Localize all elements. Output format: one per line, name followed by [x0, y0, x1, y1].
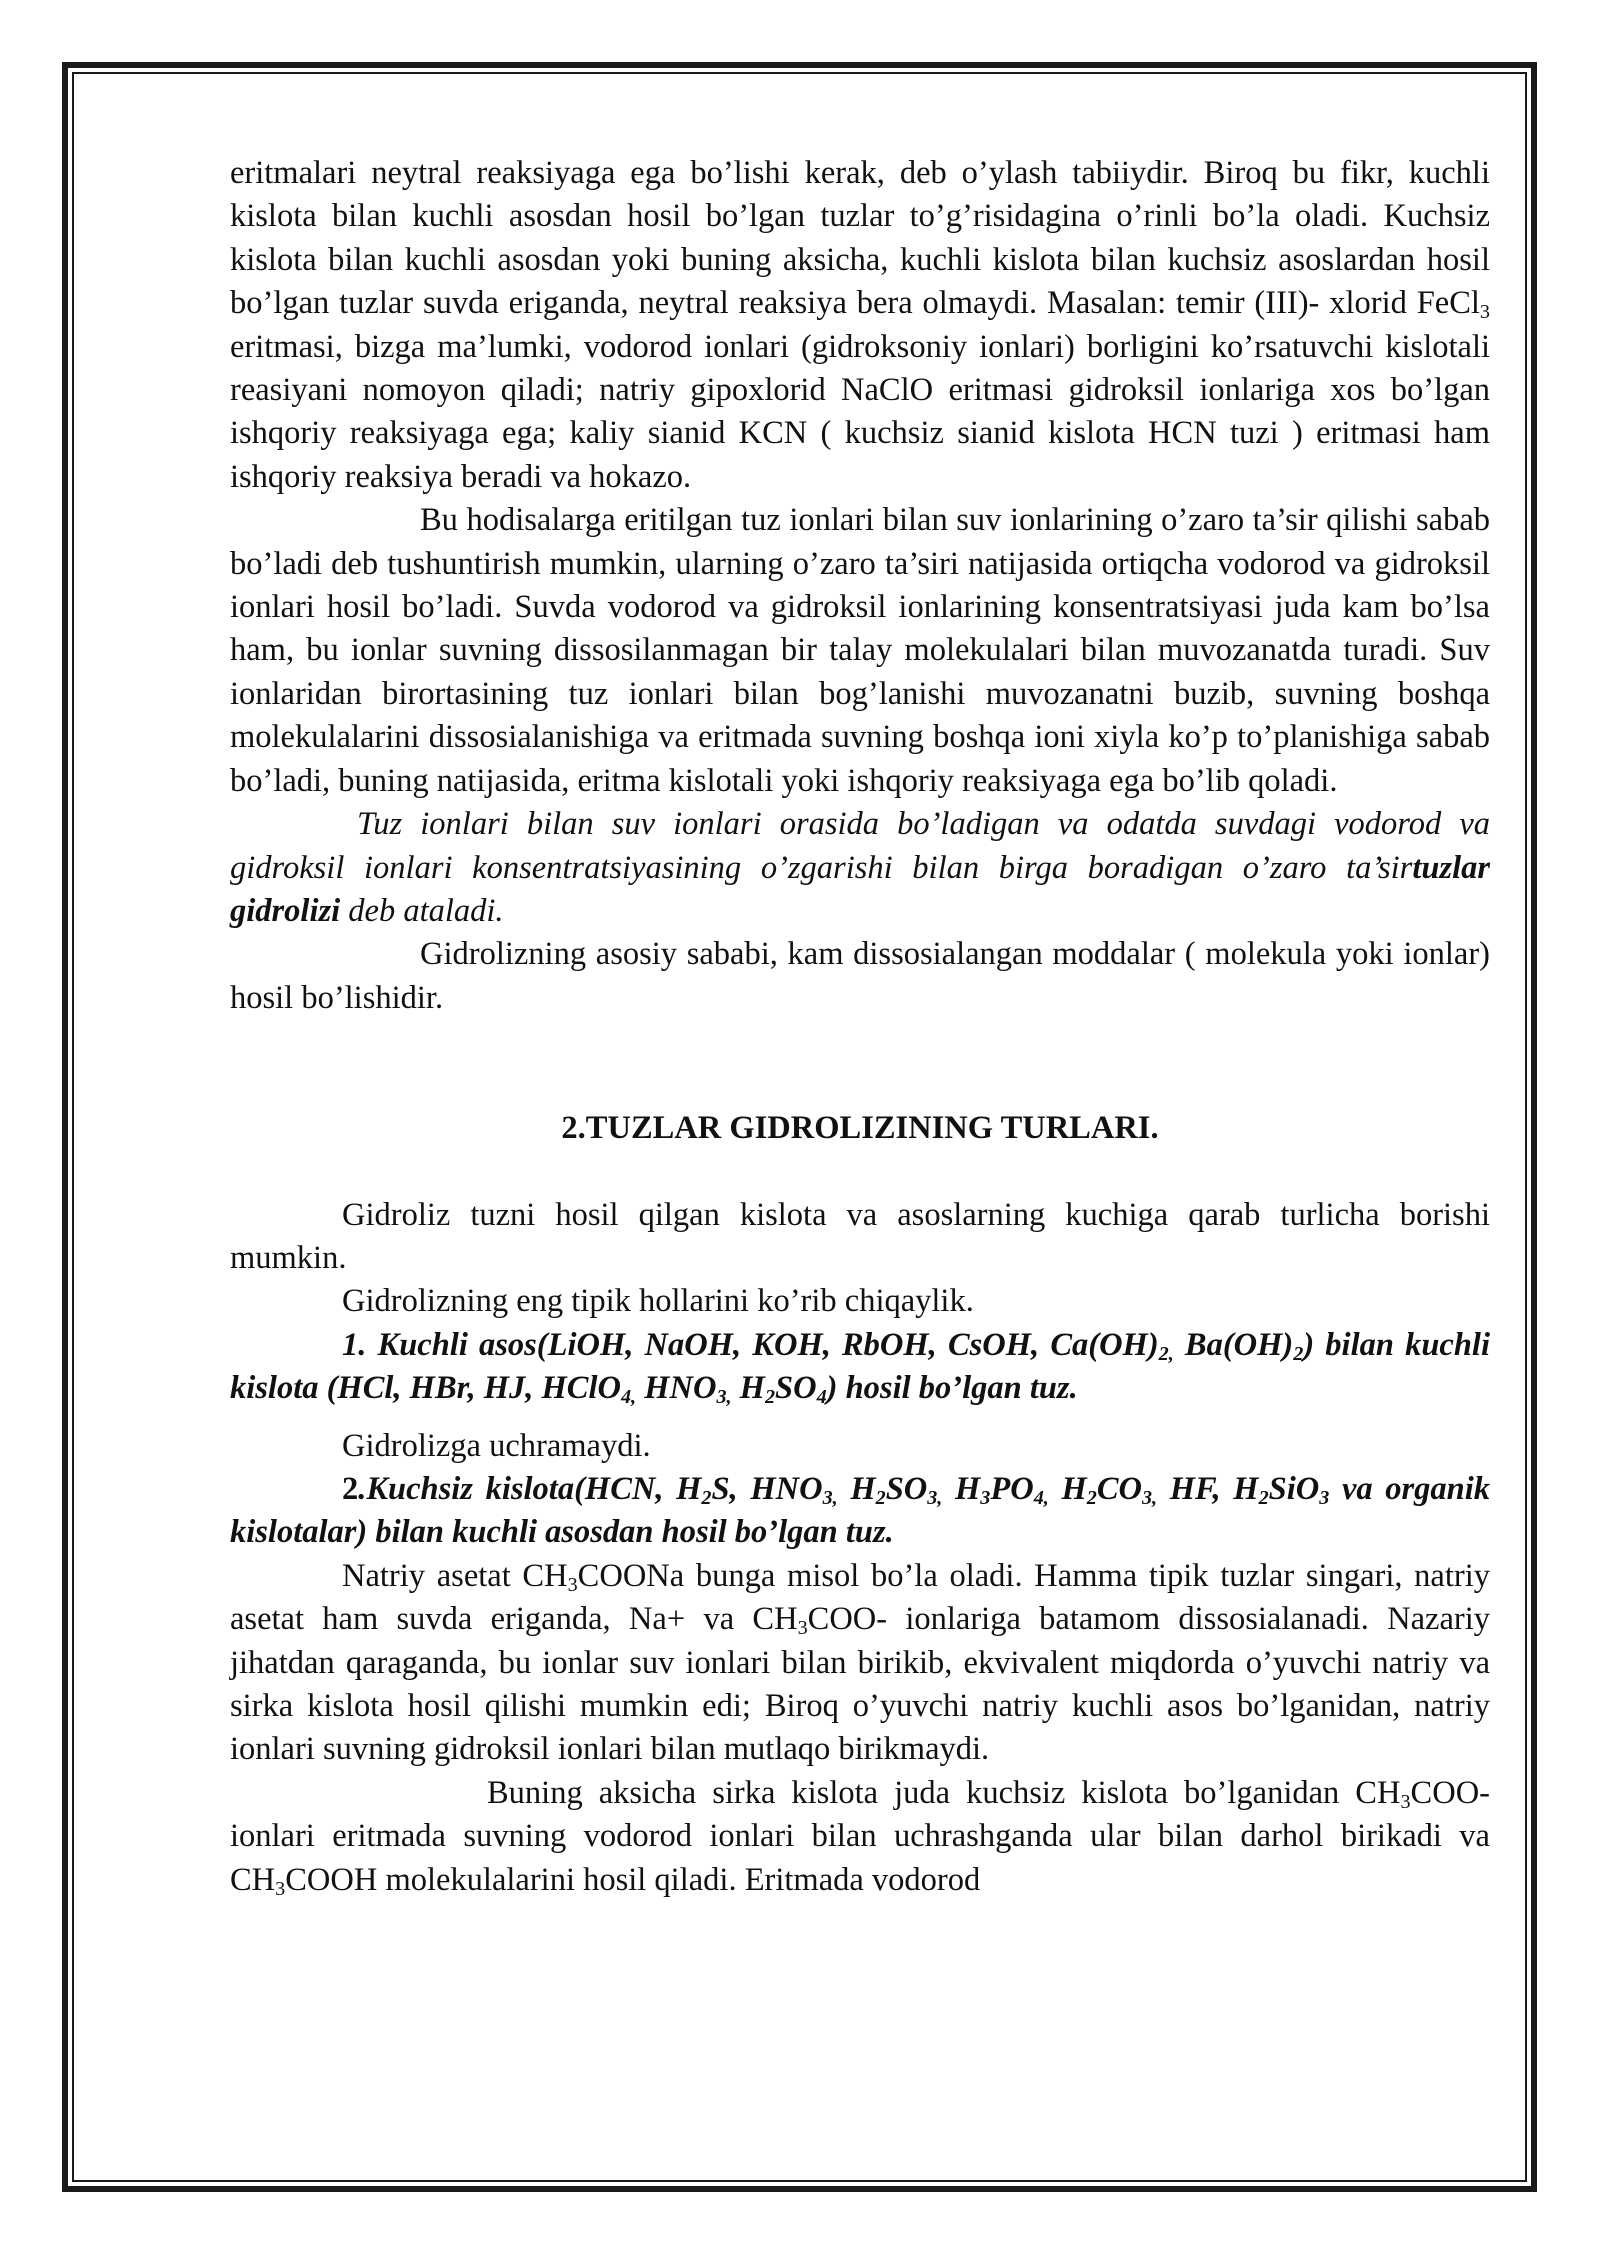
document-body — [230, 152, 1490, 1902]
text-run: COONa bunga misol bo’la oladi. Hamma tipik tuzlar singari, natriy asetat ham suvda eriganda, Na+ va CH — [230, 1557, 1490, 1638]
subscript: 4, — [1033, 1487, 1049, 1509]
paragraph-typical-cases: Gidrolizning eng tipik hollarini ko’rib chiqaylik. — [342, 1283, 974, 1320]
text-run: H — [1048, 1470, 1087, 1507]
case-2-weak-acid-strong-base — [230, 1468, 1490, 1555]
text-run: SO — [885, 1470, 928, 1507]
paragraph-neutral-reaction — [230, 152, 1490, 499]
text-run: Tuz ionlari bilan suv ionlari orasida bo’ladigan va odatda suvdagi vodorod va gidroksil ionlari konsentratsiyasining o’zgarishi bilan birga boradigan o’zaro ta’sir — [230, 806, 1490, 886]
text-run: COO- ionlari eritmada suvning vodorod ionlari bilan uchrashganda ular bilan darhol birikadi va CH — [230, 1774, 1490, 1898]
text-run: ) bilan kuchli kislota (HCl, HBr, HJ, HClO — [230, 1326, 1490, 1407]
text-run: H — [942, 1470, 981, 1507]
subscript: 2 — [1258, 1487, 1269, 1509]
text-run: eritmasi, bizga ma’lumki, vodorod ionlari (gidroksoniy ionlari) borligini ko’rsatuvchi kislotali reasiyani nomoyon qiladi; natriy gipoxlorid NaClO eritmasi gidroksil ionlariga xos bo’lgan ishqoriy reaksiyaga ega; kaliy sianid KCN ( kuchsiz sianid kislota HCN tuzi ) eritmasi ham ishqoriy reaksiya beradi va hokazo. — [230, 328, 1490, 495]
text-run: COO- ionlariga batamom dissosialanadi. Nazariy jihatdan qaraganda, bu ionlar suv ionlari bilan birikib, ekvivalent miqdorda o’yuvchi natriy va sirka kislota hosil qilishi mumkin edi; Biroq o’yuvchi natriy kuchli asos bo’lganidan, natriy ionlari suvning gidroksil ionlari bilan mutlaqo birikmaydi. — [230, 1601, 1491, 1768]
text-run: .Kuchsiz kislota(HCN, H — [358, 1470, 702, 1507]
paragraph-hydrolysis-intro: Gidroliz tuzni hosil qilgan kislota va asoslarning kuchiga qarab turlicha borishi mumkin. — [230, 1196, 1490, 1276]
term-tuzlar-gidrolizi: tuzlar gidrolizi — [230, 849, 1490, 929]
subscript: 3, — [822, 1487, 838, 1509]
subscript: 4, — [620, 1386, 637, 1409]
case-number: 2 — [342, 1470, 359, 1507]
subscript: 2 — [701, 1487, 712, 1509]
subscript: 3 — [567, 1573, 578, 1596]
subscript: 2 — [764, 1386, 776, 1409]
subscript: 3, — [716, 1386, 732, 1409]
text-run: HNO — [636, 1370, 717, 1407]
subscript: 3, — [1141, 1487, 1158, 1509]
paragraph-sodium-acetate — [230, 1555, 1490, 1772]
paragraph-no-hydrolysis: Gidrolizga uchramaydi. — [342, 1427, 651, 1464]
paragraph-ion-interaction: Bu hodisalarga eritilgan tuz ionlari bilan suv ionlarining o’zaro ta’sir qilishi sabab bo’ladi deb tushuntirish mumkin, ularning o’zaro ta’siri natijasida ortiqcha vodorod va gidroksil ionlari hosil bo’ladi. Suvda vodorod va gidroksil ionlarining konsentratsiyasi juda kam bo’lsa ham, bu ionlar suvning dissosilanmagan bir talay molekulalari bilan muvozanatda turadi. Suv ionlaridan birortasining tuz ionlari bilan bog’lanishi muvozanatni buzib, suvning boshqa molekulalarini dissosialanishiga va eritmada suvning boshqa ioni xiyla ko’p to’planishiga sabab bo’ladi, buning natijasida, eritma kislotali yoki ishqoriy reaksiyaga ega bo’lib qoladi. — [230, 502, 1490, 799]
subscript: 3 — [1319, 1487, 1330, 1509]
text-run: CO — [1096, 1470, 1142, 1507]
subscript: 3, — [927, 1487, 943, 1509]
text-run: Natriy asetat CH — [342, 1557, 568, 1594]
text-run: S, HNO — [711, 1470, 823, 1507]
text-run: Ba(OH) — [1173, 1326, 1294, 1363]
subscript: 3 — [1479, 301, 1490, 324]
paragraph-main-cause: Gidrolizning asosiy sababi, kam dissosialangan moddalar ( molekula yoki ionlar) hosil bo’lishidir. — [230, 936, 1490, 1016]
text-run: H — [837, 1470, 876, 1507]
text-run: 1. Kuchli asos(LiOH, NaOH, KOH, RbOH, CsOH, Ca(OH) — [342, 1326, 1159, 1363]
subscript: 2, — [1158, 1342, 1174, 1365]
subscript: 3 — [980, 1487, 991, 1509]
subscript: 3 — [797, 1617, 808, 1640]
text-run: SiO — [1268, 1470, 1320, 1507]
subscript: 2 — [1293, 1342, 1304, 1365]
text-run: PO — [990, 1470, 1034, 1507]
text-run: eritmalari neytral reaksiyaga ega bo’lishi kerak, deb o’ylash tabiiydir. Biroq bu fikr, kuchli kislota bilan kuchli asosdan hosil bo’lgan tuzlar to’g’risidagina o’rinli bo’la oladi. Kuchsiz kislota bilan kuchli asosdan yoki buning aksicha, kuchli kislota bilan kuchsiz asoslardan hosil bo’lgan tuzlar suvda eriganda, neytral reaksiya bera olmaydi. Masalan: temir (III)- xlorid FeCl — [230, 155, 1490, 322]
text-run: COOH molekulalarini hosil qiladi. Eritmada vodorod — [285, 1861, 981, 1898]
case-1-strong-base-strong-acid — [230, 1324, 1490, 1411]
text-run: Buning aksicha sirka kislota juda kuchsiz kislota bo’lganidan CH — [487, 1774, 1401, 1811]
text-run: H — [731, 1370, 765, 1407]
text-run: deb ataladi. — [340, 892, 504, 929]
subscript: 2 — [875, 1487, 886, 1509]
text-run: SO — [775, 1370, 817, 1407]
subscript: 4 — [816, 1386, 827, 1409]
text-run: va organik kislotalar) bilan kuchli asosdan hosil bo’lgan tuz. — [230, 1470, 1491, 1551]
paragraph-hydrolysis-definition — [230, 803, 1490, 933]
subscript: 3 — [1400, 1790, 1411, 1813]
paragraph-acetic-acid — [230, 1772, 1490, 1902]
subscript: 3 — [275, 1877, 286, 1900]
text-run: ) hosil bo’lgan tuz. — [826, 1370, 1078, 1407]
text-run: HF, H — [1157, 1470, 1259, 1507]
section-heading: 2.TUZLAR GIDROLIZINING TURLARI. — [561, 1110, 1159, 1147]
subscript: 2 — [1086, 1487, 1097, 1509]
